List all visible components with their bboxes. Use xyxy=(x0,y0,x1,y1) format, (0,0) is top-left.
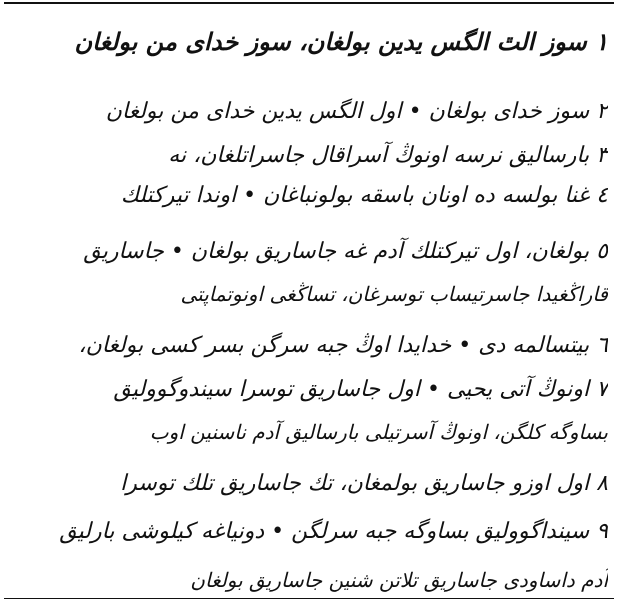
text-line-5: ٥ بولغان، اول تیرکتلك آدم غه جاساریق بولغان • جاساریق xyxy=(83,239,608,264)
bottom-border-line xyxy=(4,598,614,599)
text-line-7-continuation: بساوگه کلگن، اونوڭ آسرتیلی بارسالیق آدم ناسنین اوب xyxy=(149,420,608,444)
text-line-9-continuation: آدم داساودی جاساریق تلاتن شنین جاساریق بولغان xyxy=(190,568,608,592)
text-line-8: ٨ اول اوزو جاساریق بولمغان، تك جاساریق تلك توسرا xyxy=(120,471,608,496)
top-border-line xyxy=(4,2,614,4)
text-line-5-continuation: قاراڭغیدا جاسرتیساب توسرغان، تساڭغی اونوتماپتی xyxy=(180,282,608,306)
manuscript-text-block xyxy=(10,8,608,596)
text-line-2: ٢ سوز خدای بولغان • اول الگس یدین خدای من بولغان xyxy=(105,99,608,124)
text-line-1: ١ سوز الٿ الگس یدین بولغان، سوز خدای من بولغان xyxy=(74,28,608,56)
text-line-4: ٤ غنا بولسه ده اونان باسقه بولونباغان • اوندا تیرکتلك xyxy=(120,183,608,208)
text-line-6: ٦ بیتسالمه دی • خدایدا اوڭ جبه سرگن بسر کسی بولغان، xyxy=(78,333,608,358)
text-line-7: ٧ اونوڭ آتی یحیی • اول جاساریق توسرا سیندوگوولیق xyxy=(113,377,608,402)
text-line-3: ٣ بارسالیق نرسه اونوڭ آسراقال جاسراتلغان، نه xyxy=(168,143,608,168)
text-line-9: ٩ سینداگوولیق بساوگه جبه سرلگن • دونیاغه کیلوشی بارلیق xyxy=(59,519,608,544)
